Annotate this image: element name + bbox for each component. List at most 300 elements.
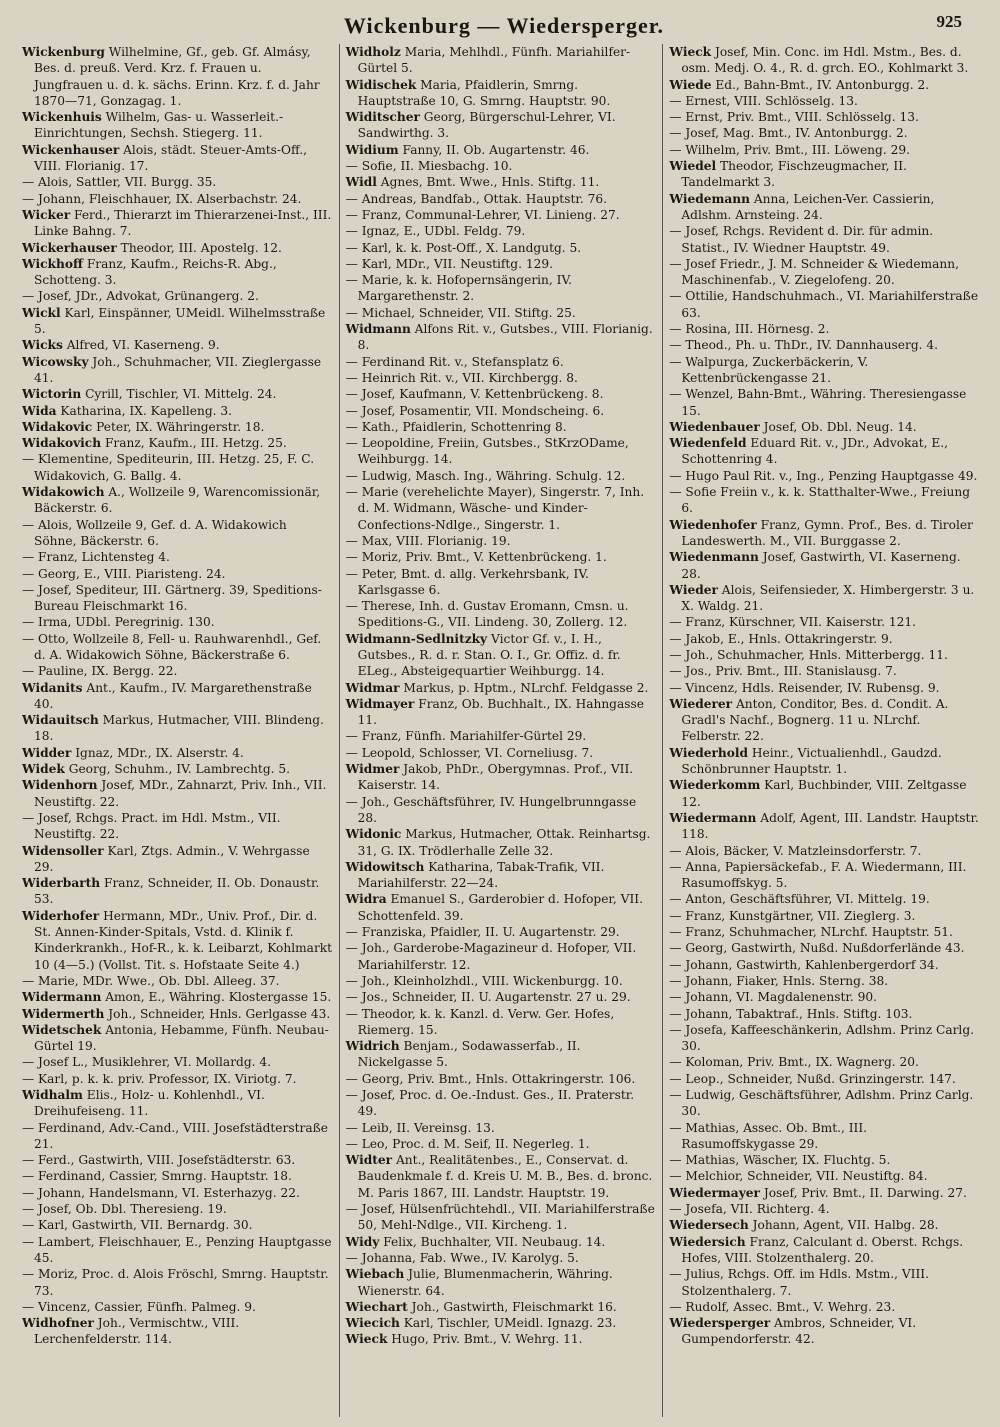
entry-details: Theodor, III. Apostelg. 12. [116,240,282,255]
directory-entry [22,142,333,175]
directory-entry [346,174,657,190]
entry-details: Emanuel S., Garderobier d. Hofoper, VII. Schottenfeld. 39. [357,892,643,923]
entry-details: Karl, Buchbinder, VIII. Zeltgasse 12. [681,778,967,809]
entry-details: Joh., Schuhmacher, VII. Zieglergasse 41. [34,354,322,385]
entry-surname: Widter [345,1153,393,1168]
directory-entry [346,1136,657,1152]
entry-surname: Widy [345,1234,380,1249]
entry-details: Franz, Kaufm., III. Hetzg. 25. [101,436,287,451]
entry-details: — Alois, Bäcker, V. Matzleinsdorferstr. 7. [669,843,922,858]
entry-details: — Joh., Kleinholzhdl., VIII. Wickenburgg. 10. [345,973,623,988]
entry-details: — Johann, VI. Magdalenenstr. 90. [669,990,877,1005]
entry-details: — Pauline, IX. Bergg. 22. [22,664,178,679]
entry-surname: Wicowsky [22,354,89,369]
entry-details: Benjam., Sodawasserfab., II. Nickelgasse 5. [357,1039,581,1070]
directory-entry [669,940,980,956]
entry-details: Markus, Hutmacher, Ottak. Reinhartsg. 31, G. IX. Trödlerhalle Zelle 32. [357,827,651,858]
directory-entry [22,1168,333,1184]
entry-surname: Widerbarth [22,876,101,891]
entry-surname: Wiechart [345,1299,408,1314]
entry-details: — Alois, Wollzeile 9, Gef. d. A. Widakowich Söhne, Bäckerstr. 6. [22,517,287,548]
directory-entry [669,354,980,387]
directory-entry [346,1006,657,1039]
entry-details: — Moriz, Proc. d. Alois Fröschl, Smrng. Hauptstr. 73. [22,1267,329,1298]
directory-entry [669,191,980,224]
entry-details: — Max, VIII. Florianig. 19. [345,533,511,548]
entry-details: Alois, städt. Steuer-Amts-Off., VIII. Florianig. 17. [34,142,307,174]
directory-entry [346,973,657,989]
entry-details: — Julius, Rchgs. Off. im Hdls. Mstm., VIII. Stolzenthalerg. 7. [669,1267,929,1298]
entry-surname: Wieck [345,1332,388,1347]
entry-details: Georg, Bürgerschul-Lehrer, VI. Sandwirthg. 3. [357,110,616,141]
directory-entry [22,1120,333,1153]
entry-details: — Moriz, Priv. Bmt., V. Kettenbrückeng. 1. [345,550,607,565]
entry-surname: Widowitsch [345,859,425,874]
directory-entry [669,1152,980,1168]
entry-details: Jakob, PhDr., Obergymnas. Prof., VII. Kaiserstr. 14. [357,762,634,793]
directory-entry [669,1234,980,1267]
entry-details: — Theod., Ph. u. ThDr., IV. Dannhauserg. 4. [669,338,939,353]
directory-entry [346,435,657,468]
entry-details: — Jakob, E., Hnls. Ottakringerstr. 9. [669,631,893,646]
entry-details: — Karl, MDr., VII. Neustiftg. 129. [345,256,553,271]
entry-details: — Marie, k. k. Hofopernsängerin, IV. Margarethenstr. 2. [345,273,572,304]
entry-details: Josef, MDr., Zahnarzt, Priv. Inh., VII. Neustiftg. 22. [34,778,327,809]
entry-details: Amon, E., Währing. Klostergasse 15. [101,990,332,1005]
directory-entry [22,207,333,240]
directory-entry [346,566,657,599]
directory-entry [669,468,980,484]
entry-details: — Josef, Spediteur, III. Gärtnerg. 39, Speditions-Bureau Fleischmarkt 16. [22,582,322,614]
entry-details: Franz, Calculant d. Oberst. Rchgs. Hofes, VIII. Stolzenthalerg. 20. [681,1234,964,1265]
directory-entry [22,810,333,843]
directory-entry [669,435,980,468]
entry-details: — Franz, Fünfh. Mariahilfer-Gürtel 29. [345,729,587,744]
directory-entry [669,517,980,550]
directory-entry [22,566,333,582]
directory-entry [22,989,333,1005]
entry-surname: Widenhorn [22,778,98,793]
entry-details: — Marie (verehelichte Mayer), Singerstr. 7, Inh. d. M. Widmann, Wäsche- und Kinder-Confections-Ndlge., Singerstr. 1. [345,485,645,532]
entry-details: Ed., Bahn-Bmt., IV. Antonburgg. 2. [711,77,930,92]
directory-entry [346,1201,657,1234]
entry-details: Adolf, Agent, III. Landstr. Hauptstr. 118. [681,810,979,842]
entry-surname: Wiederer [669,696,733,711]
entry-details: — Georg, E., VIII. Piaristeng. 24. [22,566,226,581]
directory-entry [346,549,657,565]
directory-entry [669,1168,980,1184]
directory-entry [669,549,980,582]
entry-details: Franz, Ob. Buchhalt., IX. Hahngasse 11. [357,696,644,728]
entry-surname: Wiedersich [669,1234,746,1249]
directory-entry [669,680,980,696]
entry-surname: Widhofner [22,1316,94,1331]
directory-entry [669,93,980,109]
entry-details: — Josef, Ob. Dbl. Theresieng. 19. [22,1202,227,1217]
entry-details: — Koloman, Priv. Bmt., IX. Wagnerg. 20. [669,1055,919,1070]
entry-details: — Melchior, Schneider, VII. Neustiftg. 84. [669,1169,928,1184]
directory-entry [346,859,657,892]
entry-details: Maria, Mehlhdl., Fünfh. Mariahilfer-Gürtel 5. [357,45,631,76]
directory-entry [22,109,333,142]
directory-entry [346,1331,657,1347]
directory-entry [346,924,657,940]
page-header [22,8,986,44]
entry-surname: Wiedersperger [669,1316,771,1331]
entry-details: — Josef, Rchgs. Revident d. Dir. für admin. Statist., IV. Wiedner Hauptstr. 49. [669,224,934,255]
directory-entry [346,354,657,370]
entry-surname: Widermerth [22,1006,105,1021]
directory-entry [22,1152,333,1168]
directory-entry [669,1120,980,1153]
directory-entry [22,1299,333,1315]
directory-entry [22,386,333,402]
entry-details: — Franziska, Pfaidler, II. U. Augartenstr. 29. [345,925,620,940]
entry-surname: Wickerhauser [22,240,117,255]
directory-entry [22,288,333,304]
directory-entry [669,582,980,615]
directory-entry [22,1315,333,1348]
entry-details: — Johann, Fiaker, Hnls. Sterng. 38. [669,973,889,988]
entry-surname: Widermann [22,990,102,1005]
entry-details: — Anton, Geschäftsführer, VI. Mittelg. 19. [669,892,930,907]
directory-entry [669,843,980,859]
directory-entry [346,1152,657,1201]
entry-details: Heinr., Victualienhdl., Gaudzd. Schönbrunner Hauptstr. 1. [681,745,942,777]
entry-surname: Wiebach [345,1267,405,1282]
entry-details: — Sofie, II. Miesbachg. 10. [345,159,513,174]
entry-surname: Wiedermann [669,810,757,825]
entry-details: — Leopoldine, Freiin, Gutsbes., StKrzODame, Weihburgg. 14. [345,436,629,467]
directory-entry [346,468,657,484]
directory-entry [669,614,980,630]
directory-entry [346,1315,657,1331]
directory-entry [669,337,980,353]
entry-surname: Widrich [345,1039,400,1054]
directory-entry [22,614,333,630]
directory-entry [22,174,333,190]
directory-entry [669,859,980,892]
directory-entry [669,908,980,924]
entry-details: — Michael, Schneider, VII. Stiftg. 25. [345,305,576,320]
entry-surname: Widl [345,175,377,190]
directory-entry [669,1201,980,1217]
directory-entry [22,680,333,713]
directory-entry [346,256,657,272]
entry-details: — Walpurga, Zuckerbäckerin, V. Kettenbrückengasse 21. [669,354,869,385]
entry-details: Hermann, MDr., Univ. Prof., Dir. d. St. Annen-Kinder-Spitals, Vstd. d. Klinik f. Kinderkrankh., Hof-R., k. k. Leibarzt, Kohlmarkt 10 (4—5.) (Vollst. Tit. s. Hofstaate Seite 4.) [34,908,333,972]
entry-details: — Ernst, Priv. Bmt., VIII. Schlösselg. 13. [669,110,919,125]
entry-details: Victor Gf. v., I. H., Gutsbes., R. d. r. Stan. O. I., Gr. Offiz. d. fr. ELeg., Absteigequartier Weihburgg. 14. [357,631,621,679]
entry-details: — Josefa, Kaffeeschänkerin, Adlshm. Prinz Carlg. 30. [669,1022,975,1054]
entry-details: Joh., Schneider, Hnls. Gerlgasse 43. [104,1006,331,1021]
directory-entry [346,1299,657,1315]
directory-entry [669,810,980,843]
directory-entry [669,321,980,337]
entry-surname: Widonic [345,827,402,842]
entry-surname: Widholz [345,45,401,59]
entry-details: — Jos., Priv. Bmt., III. Stanislausg. 7. [669,664,897,679]
entry-details: — Wilhelm, Priv. Bmt., III. Löweng. 29. [669,142,910,157]
directory-entry [22,354,333,387]
directory-entry [669,1299,980,1315]
directory-entry [346,419,657,435]
directory-entry [669,1054,980,1070]
entry-surname: Widium [345,142,399,157]
directory-entry [669,484,980,517]
directory-entry [346,891,657,924]
entry-surname: Wieder [669,582,718,597]
directory-entry [669,1217,980,1233]
entry-details: Josef, Gastwirth, VI. Kaserneng. 28. [681,550,961,581]
directory-entry [22,337,333,353]
entry-details: Franz, Schneider, II. Ob. Donaustr. 53. [34,876,320,907]
entry-details: — Josef Friedr., J. M. Schneider & Wiedemann, Maschinenfab., V. Ziegelofeng. 20. [669,256,959,288]
entry-surname: Wickl [22,305,61,320]
page-title: Wickenburg — Wiedersperger. [343,13,665,38]
directory-entry [22,843,333,876]
entry-details: Franz, Kaufm., Reichs-R. Abg., Schotteng. 3. [34,256,277,288]
entry-details: Katharina, Tabak-Trafik, VII. Mariahilferstr. 22—24. [357,859,605,891]
entry-details: — Alois, Sattler, VII. Burgg. 35. [22,175,217,190]
directory-entry [669,1315,980,1348]
entry-details: — Johann, Gastwirth, Kahlenbergerdorf 34. [669,957,939,972]
directory-entry [22,1217,333,1233]
directory-entry [346,386,657,402]
entry-details: — Theodor, k. k. Kanzl. d. Verw. Ger. Hofes, Riemerg. 15. [345,1006,615,1037]
entry-details: Markus, p. Hptm., NLrchf. Feldgasse 2. [399,680,649,695]
directory-entry [346,1120,657,1136]
directory-entry [669,419,980,435]
entry-details: Johann, Agent, VII. Halbg. 28. [748,1218,939,1233]
directory-entry [346,631,657,680]
entry-surname: Widmar [345,680,400,695]
entry-details: — Kath., Pfaidlerin, Schottenring 8. [345,419,567,434]
entry-details: Georg, Schuhm., IV. Lambrechtg. 5. [64,762,291,777]
entry-details: — Vincenz, Cassier, Fünfh. Palmeg. 9. [22,1299,256,1314]
entry-details: Julie, Blumenmacherin, Währing. Wienerstr. 64. [357,1267,613,1298]
directory-entry [346,305,657,321]
entry-details: Maria, Pfaidlerin, Smrng. Hauptstraße 10, G. Smrng. Hauptstr. 90. [357,77,611,108]
directory-entry [669,223,980,256]
column-3 [662,44,986,1417]
entry-details: Josef, Priv. Bmt., II. Darwing. 27. [759,1185,967,1200]
entry-details: — Leop., Schneider, Nußd. Grinzingerstr. 147. [669,1071,956,1086]
entry-surname: Wida [22,403,57,418]
directory-entry [346,1266,657,1299]
entry-details: Wilhelmine, Gf., geb. Gf. Almásy, Bes. d. preuß. Verd. Krz. f. Frauen u. Jungfrauen u. d. k. sächs. Erinn. Krz. f. d. Jahr 1870—71, Gonzagag. 1. [34,45,320,108]
entry-surname: Wickenburg [22,45,105,59]
entry-details: Elis., Holz- u. Kohlenhdl., VI. Dreihufeiseng. 11. [34,1088,265,1119]
entry-details: — Joh., Garderobe-Magazineur d. Hofoper, VII. Mariahilferstr. 12. [345,941,637,972]
directory-entry [669,1006,980,1022]
entry-surname: Widauitsch [22,713,99,728]
directory-entry [669,647,980,663]
entry-details: — Josef, Hülsenfrüchtehdl., VII. Mariahilferstraße 50, Mehl-Ndlge., VII. Kircheng. 1. [345,1202,655,1233]
entry-details: Fanny, II. Ob. Augartenstr. 46. [398,142,590,157]
directory-entry [346,1250,657,1266]
column-2 [339,44,663,1417]
entry-details: — Johanna, Fab. Wwe., IV. Karolyg. 5. [345,1250,579,1265]
directory-entry [669,256,980,289]
directory-entry [669,1087,980,1120]
directory-entry [669,1266,980,1299]
entry-details: — Josef, Kaufmann, V. Kettenbrückeng. 8. [345,387,604,402]
directory-entry [22,1266,333,1299]
directory-entry [346,1071,657,1087]
directory-entry [346,272,657,305]
directory-entry [669,924,980,940]
entry-details: — Leo, Proc. d. M. Seif, II. Negerleg. 1. [345,1136,590,1151]
entry-details: Karl, Einspänner, UMeidl. Wilhelmsstraße 5. [34,305,326,337]
directory-entry [346,321,657,354]
entry-details: — Hugo Paul Rit. v., Ing., Penzing Hauptgasse 49. [669,468,978,483]
directory-columns [22,44,986,1417]
entry-surname: Wiedermayer [669,1185,760,1200]
directory-entry [669,158,980,191]
directory-entry [346,77,657,110]
directory-entry [22,1185,333,1201]
entry-details: — Irma, UDbl. Peregrinig. 130. [22,615,215,630]
directory-entry [346,728,657,744]
entry-details: — Ferdinand, Cassier, Smrng. Hauptstr. 18. [22,1169,292,1184]
entry-details: Ambros, Schneider, VI. Gumpendorferstr. 42. [681,1316,917,1347]
entry-details: — Georg, Priv. Bmt., Hnls. Ottakringerstr. 106. [345,1071,636,1086]
entry-details: Markus, Hutmacher, VIII. Blindeng. 18. [34,713,324,744]
directory-entry [22,761,333,777]
entry-surname: Widitscher [345,110,420,125]
entry-details: — Ottilie, Handschuhmach., VI. Mariahilferstraße 63. [669,289,979,320]
entry-surname: Wiederkomm [669,778,761,793]
directory-entry [346,989,657,1005]
entry-details: — Jos., Schneider, II. U. Augartenstr. 27 u. 29. [345,990,631,1005]
entry-details: — Karl, Gastwirth, VII. Bernardg. 30. [22,1218,253,1233]
entry-surname: Widensoller [22,843,104,858]
directory-entry [22,1087,333,1120]
entry-details: — Ernest, VIII. Schlösselg. 13. [669,93,858,108]
entry-surname: Wiedenbauer [669,419,760,434]
directory-entry [22,419,333,435]
directory-entry [346,191,657,207]
entry-details: Franz, Gymn. Prof., Bes. d. Tiroler Landeswerth. M., VII. Burggasse 2. [681,517,973,548]
entry-surname: Wiedemann [669,191,750,206]
directory-entry [346,1038,657,1071]
entry-details: — Lambert, Fleischhauer, E., Penzing Hauptgasse 45. [22,1234,332,1265]
entry-surname: Wiede [669,77,712,92]
entry-surname: Wickenhauser [22,142,120,157]
entry-surname: Wiedel [669,159,717,174]
directory-entry [669,663,980,679]
entry-details: Karl, Ztgs. Admin., V. Wehrgasse 29. [34,843,310,874]
directory-entry [346,1234,657,1250]
entry-details: Alfred, VI. Kaserneng. 9. [62,338,220,353]
entry-details: — Josef L., Musiklehrer, VI. Mollardg. 4. [22,1055,271,1070]
directory-entry [22,191,333,207]
entry-surname: Wiederhold [669,745,749,760]
entry-details: Ferd., Thierarzt im Thierarzenei-Inst., III. Linke Bahng. 7. [34,207,332,239]
directory-entry [346,240,657,256]
directory-entry [346,142,657,158]
directory-entry [346,696,657,729]
directory-entry [22,517,333,550]
entry-details: — Franz, Schuhmacher, NLrchf. Hauptstr. 51. [669,925,953,940]
directory-entry [669,745,980,778]
entry-surname: Widek [22,762,65,777]
entry-details: Eduard Rit. v., JDr., Advokat, E., Schottenring 4. [681,436,949,467]
entry-details: — Franz, Communal-Lehrer, VI. Linieng. 27. [345,207,620,222]
entry-details: — Josefa, VII. Richterg. 4. [669,1202,830,1217]
entry-details: — Joh., Schuhmacher, Hnls. Mitterbergg. 11. [669,647,948,662]
entry-details: — Karl, k. k. Post-Off., X. Landgutg. 5. [345,240,582,255]
entry-surname: Wiecich [345,1316,400,1331]
directory-entry [669,957,980,973]
entry-surname: Widmann-Sedlnitzky [345,631,488,646]
directory-entry [346,403,657,419]
entry-details: — Leopold, Schlosser, VI. Corneliusg. 7. [345,745,594,760]
entry-surname: Widmann [345,322,411,337]
directory-entry [346,745,657,761]
directory-entry [669,109,980,125]
entry-details: — Marie, MDr. Wwe., Ob. Dbl. Alleeg. 37. [22,973,280,988]
directory-entry [669,142,980,158]
directory-entry [346,533,657,549]
directory-entry [22,745,333,761]
directory-entry [22,1006,333,1022]
entry-details: — Therese, Inh. d. Gustav Eromann, Cmsn. u. Speditions-G., VII. Lindeng. 30, Zollerg. 12. [345,599,629,630]
directory-entry [669,44,980,77]
directory-entry [22,875,333,908]
entry-surname: Wieck [669,45,712,59]
entry-surname: Widmayer [345,696,415,711]
entry-surname: Widder [22,745,72,760]
entry-details: — Heinrich Rit. v., VII. Kirchbergg. 8. [345,370,578,385]
entry-details: — Vincenz, Hdls. Reisender, IV. Rubensg. 9. [669,680,940,695]
entry-surname: Wiedenfeld [669,436,747,451]
entry-details: — Josef, Posamentir, VII. Mondscheing. 6. [345,403,605,418]
directory-entry [22,1234,333,1267]
entry-surname: Widra [345,892,387,907]
page-number: 925 [936,12,962,31]
entry-details: — Johann, Handelsmann, VI. Esterhazyg. 22. [22,1185,300,1200]
entry-surname: Widerhofer [22,908,100,923]
directory-entry [22,451,333,484]
entry-details: — Karl, p. k. k. priv. Professor, IX. Viriotg. 7. [22,1071,297,1086]
entry-details: — Joh., Geschäftsführer, IV. Hungelbrunngasse 28. [345,794,637,825]
directory-entry [346,484,657,533]
entry-details: — Ferd., Gastwirth, VIII. Josefstädterstr. 63. [22,1153,296,1168]
entry-details: Ignaz, MDr., IX. Alserstr. 4. [71,745,244,760]
directory-entry [22,908,333,973]
entry-surname: Wiedenmann [669,550,759,565]
directory-entry [22,435,333,451]
entry-details: — Anna, Papiersäckefab., F. A. Wiedermann, III. Rasumoffskyg. 5. [669,859,967,891]
directory-entry [346,109,657,142]
directory-entry [346,761,657,794]
directory-entry [346,680,657,696]
entry-details: Katharina, IX. Kapelleng. 3. [56,403,233,418]
entry-details: Antonia, Hebamme, Fünfh. Neubau-Gürtel 19. [34,1022,329,1054]
entry-details: Alois, Seifensieder, X. Himbergerstr. 3 u. X. Waldg. 21. [681,582,975,614]
directory-entry [22,305,333,338]
entry-details: — Otto, Wollzeile 8, Fell- u. Rauhwarenhdl., Gef. d. A. Widakowich Söhne, Bäckerstraße 6. [22,631,322,662]
entry-details: — Rudolf, Assec. Bmt., V. Wehrg. 23. [669,1299,896,1314]
directory-entry [346,158,657,174]
directory-entry [22,1201,333,1217]
directory-entry [669,1022,980,1055]
entry-details: Peter, IX. Währingerstr. 18. [92,419,265,434]
entry-details: Anna, Leichen-Ver. Cassierin, Adlshm. Arnsteing. 24. [681,191,935,222]
directory-entry [22,256,333,289]
